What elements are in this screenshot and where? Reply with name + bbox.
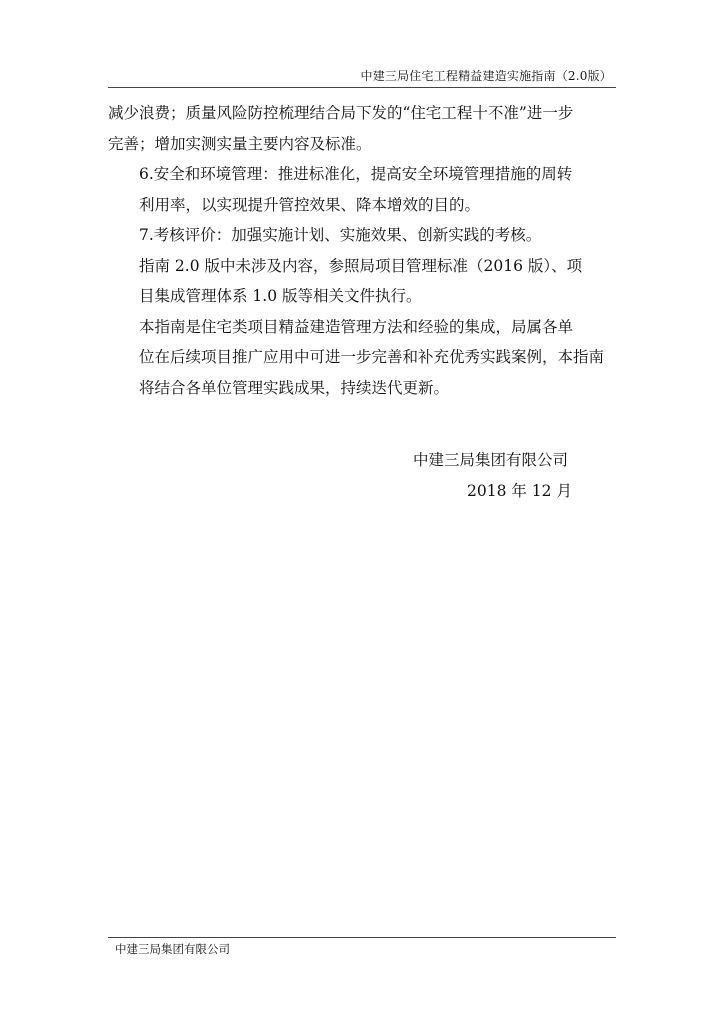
header-divider — [108, 87, 616, 88]
paragraph-line: 利用率，以实现提升管控效果、降本增效的目的。 — [139, 195, 481, 214]
paragraph-line: 7.考核评价：加强实施计划、实施效果、创新实践的考核。 — [139, 226, 542, 244]
running-footer-company: 中建三局集团有限公司 — [115, 942, 230, 956]
document-body — [108, 98, 616, 403]
paragraph-guide-summary — [108, 312, 616, 404]
paragraph-quality-risk — [108, 98, 616, 159]
paragraph-line: 目集成管理体系 1.0 版等相关文件执行。 — [139, 287, 422, 305]
paragraph-line: 减少浪费；质量风险防控梳理结合局下发的“住宅工程十不准”进一步 — [108, 104, 574, 122]
paragraph-line: 本指南是住宅类项目精益建造管理方法和经验的集成，局属各单 — [139, 317, 574, 336]
paragraph-line: 位在后续项目推广应用中可进一步完善和补充优秀实践案例，本指南 — [139, 348, 605, 366]
paragraph-assessment — [108, 220, 616, 251]
paragraph-line: 指南 2.0 版中未涉及内容，参照局项目管理标准（2016 版）、项 — [139, 256, 583, 275]
footer-divider — [108, 937, 616, 938]
paragraph-reference-standards — [108, 251, 616, 312]
paragraph-line: 将结合各单位管理实践成果，持续迭代更新。 — [139, 378, 450, 397]
running-header-title: 中建三局住宅工程精益建造实施指南（2.0版） — [360, 69, 612, 83]
paragraph-safety-environment — [108, 159, 616, 220]
paragraph-line: 完善；增加实测实量主要内容及标准。 — [108, 134, 372, 153]
signature-company: 中建三局集团有限公司 — [413, 451, 569, 469]
paragraph-line: 6.安全和环境管理：推进标准化，提高安全环境管理措施的周转 — [139, 165, 573, 183]
signature-date: 2018 年 12 月 — [467, 482, 572, 500]
